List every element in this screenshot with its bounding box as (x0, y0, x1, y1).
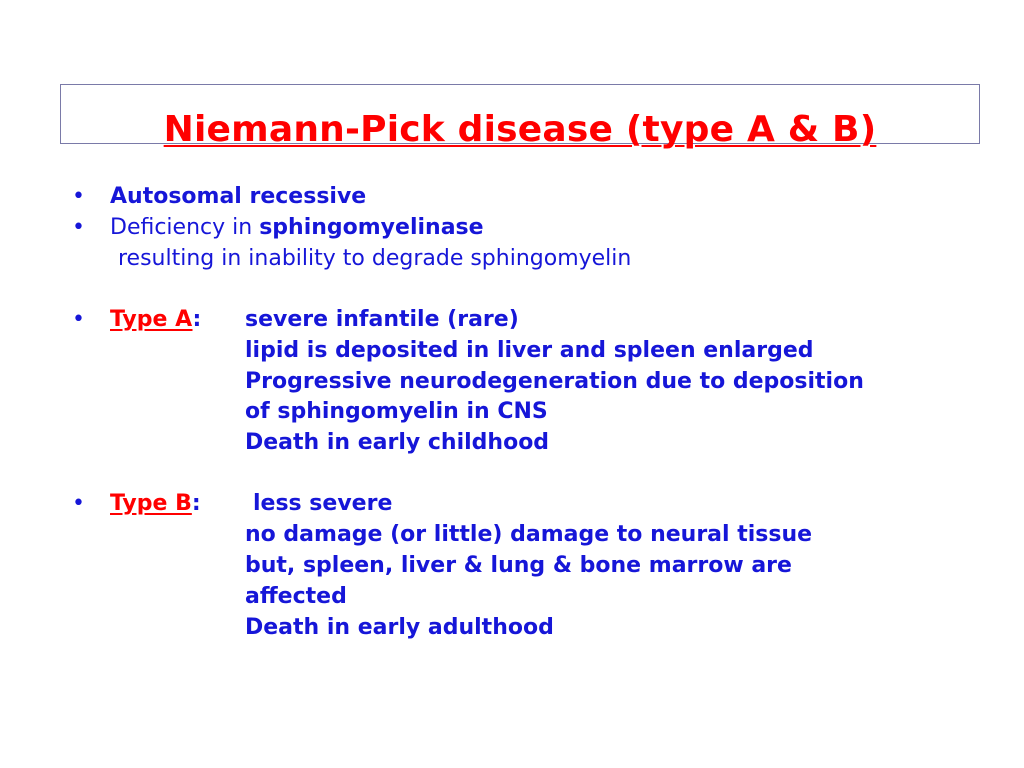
type-a-detail: of sphingomyelin in CNS (245, 399, 548, 424)
type-a-detail: Progressive neurodegeneration due to deposition (245, 369, 864, 394)
deficiency-result: resulting in inability to degrade sphingomyelin (118, 246, 632, 271)
deficiency-line (110, 213, 484, 243)
type-a-label: Type A (110, 307, 193, 332)
type-a-detail: lipid is deposited in liver and spleen enlarged (245, 338, 814, 363)
inheritance-text: Autosomal recessive (110, 184, 367, 209)
type-b-detail: Death in early adulthood (245, 615, 554, 640)
bullet-icon: • (72, 491, 85, 516)
type-b-detail: affected (245, 584, 347, 609)
type-b-summary: less severe (253, 491, 393, 516)
deficiency-enzyme: sphingomyelinase (259, 215, 484, 240)
type-a-colon: : (192, 307, 202, 332)
type-b-colon: : (191, 491, 201, 516)
type-b-detail: no damage (or little) damage to neural tissue (245, 522, 813, 547)
bullet-icon: • (72, 307, 85, 332)
deficiency-prefix: Deficiency in (110, 215, 260, 240)
type-a-detail: Death in early childhood (245, 430, 550, 455)
slide-title: Niemann-Pick disease (type A & B) (163, 109, 877, 150)
type-b-label: Type B (110, 491, 192, 516)
type-b-detail: but, spleen, liver & lung & bone marrow are (245, 553, 792, 578)
type-b-heading (110, 489, 201, 519)
bullet-icon: • (72, 184, 85, 209)
bullet-icon: • (72, 215, 85, 240)
type-a-heading (110, 305, 201, 335)
type-a-summary: severe infantile (rare) (245, 307, 519, 332)
